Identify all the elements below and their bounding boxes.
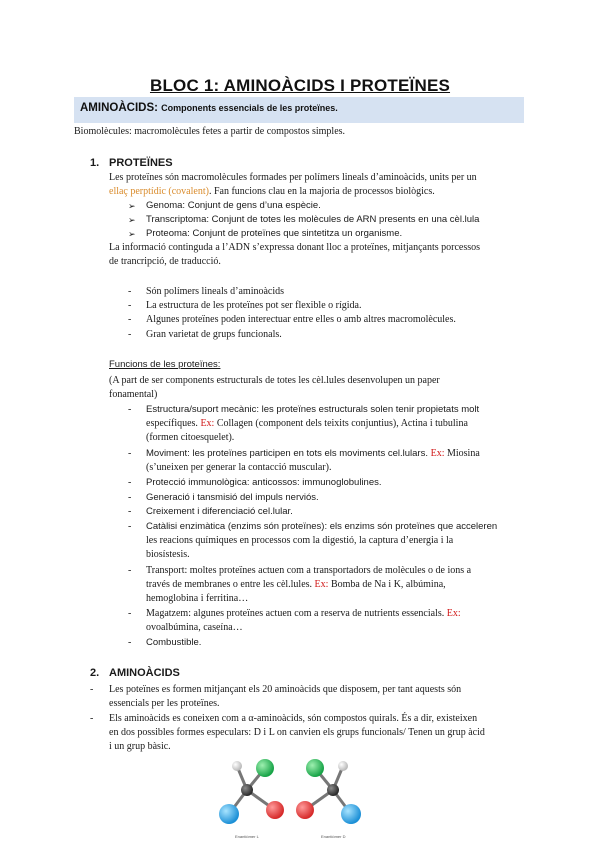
dash-bullet: - — [128, 286, 132, 297]
dash-item: Són polímers lineals d’aminoàcids — [146, 286, 285, 297]
dash-bullet: - — [128, 637, 132, 648]
function-fuel: Combustible. — [146, 637, 202, 648]
section1-number: 1. — [90, 157, 100, 169]
enantiomer-l-molecule — [219, 759, 284, 824]
section1-p2-a: La informació continguda a l’ADN s’expressa donant lloc a proteïnes, mitjançants porcessos — [109, 242, 481, 253]
section1-p1-a: Les proteïnes són macromolècules formades per polímers lineals d’aminoàcids, units per un — [109, 172, 477, 183]
peptide-bond-text: ellaç perptídic (covalent) — [109, 186, 209, 197]
function-storage-l1-a: Magatzem: algunes proteïnes actuen com a reserva de nutrients essencials. — [146, 608, 447, 619]
section1-p1-b-rest: . Fan funcions clau en la majoria de processos biològics. — [208, 186, 435, 197]
dash-bullet: - — [128, 448, 132, 459]
arrow-item: Transcriptoma: Conjunt de totes les molècules de ARN presents en una cèl.lula — [146, 214, 480, 225]
intro-line: Biomolècules: macromolècules fetes a partir de compostos simples. — [74, 126, 346, 137]
functions-heading: Funcions de les proteïnes: — [109, 359, 221, 370]
dash-item: La estructura de les proteïnes pot ser flexible o rígida. — [146, 300, 362, 311]
dash-bullet: - — [90, 713, 94, 724]
example-label: Ex: — [200, 418, 215, 429]
section2-number: 2. — [90, 667, 100, 679]
function-movement-l1 — [146, 448, 480, 460]
arrow-bullet-icon: ➢ — [128, 201, 136, 211]
section1-p2-b: de trancripció, de traducció. — [109, 256, 221, 267]
function-movement-l2: (s’uneixen per generar la contacció muscular). — [146, 462, 332, 473]
section-banner — [74, 97, 524, 123]
section2-p1-b: essencials per les proteïnes. — [109, 698, 220, 709]
dash-item: Gran varietat de grups funcionals. — [146, 329, 282, 340]
banner-main: AMINOÀCIDS: — [80, 102, 158, 114]
function-nerve: Generació i tansmisió del impuls nerviós. — [146, 492, 319, 503]
section2-p1-a: Les poteïnes es formen mitjançant els 20 aminoàcids que disposem, per tant aquests són — [109, 684, 462, 695]
dash-bullet: - — [128, 506, 132, 517]
example-label: Ex: — [430, 448, 445, 459]
arrow-item: Genoma: Conjunt de gens d’una espècie. — [146, 200, 321, 211]
function-catalysis-l3: biosístesis. — [146, 549, 190, 560]
page-title: BLOC 1: AMINOÀCIDS I PROTEÏNES — [149, 76, 451, 95]
section2-heading: AMINOÀCIDS — [109, 667, 180, 679]
function-structure-l2-a: específiques. — [146, 418, 201, 429]
dash-bullet: - — [128, 404, 132, 415]
function-catalysis-l1: Catàlisi enzimàtica (enzims són proteïnes): els enzims són proteïnes que acceleren — [146, 521, 498, 532]
function-storage-l1 — [146, 608, 461, 620]
dash-bullet: - — [128, 608, 132, 619]
dash-item: Algunes proteïnes poden interectuar entre elles o amb altres macromolècules. — [146, 314, 456, 325]
arrow-bullet-icon: ➢ — [128, 229, 136, 239]
example-label: Ex: — [446, 608, 461, 619]
function-catalysis-l2: les reacions químiques en processos com la digestió, la captura d’energia i la — [146, 535, 454, 546]
section2-p2-b: en dos possibles formes especulars: D i L on canvien els grups funcionals/ Tenen un grup àcid — [109, 727, 485, 738]
section1-p1-b — [109, 186, 435, 198]
function-transport-l2-a: través de membranes o entre les cèl.lules. — [146, 579, 315, 590]
function-storage-l2: ovoalbúmina, caseína… — [146, 622, 243, 633]
dash-bullet: - — [128, 314, 132, 325]
arrow-item: Proteoma: Conjunt de proteïnes que sintetitza un organisme. — [146, 228, 403, 239]
dash-bullet: - — [128, 300, 132, 311]
example-label: Ex: — [314, 579, 329, 590]
function-transport-l1: Transport: moltes proteïnes actuen com a transportadors de molècules o de ions a — [146, 565, 472, 576]
function-immune: Protecció immunològica: anticossos: immunoglobulines. — [146, 477, 382, 488]
function-growth: Creixement i diferenciació cel.lular. — [146, 506, 293, 517]
enantiomer-l-label: Enantiòmer L — [235, 834, 259, 839]
enantiomer-d-molecule — [296, 759, 361, 824]
function-structure-l3: (formen citoesquelet). — [146, 432, 235, 443]
functions-intro-a: (A part de ser components estructurals de totes les cèl.lules desenvolupen un paper — [109, 375, 440, 386]
dash-bullet: - — [128, 492, 132, 503]
banner-sub: Components essencials de les proteïnes. — [161, 103, 338, 113]
function-structure-l1: Estructura/suport mecànic: les proteïnes estructurals solen tenir propietats molt — [146, 404, 480, 415]
function-transport-l2-b: Bomba de Na i K, albúmina, — [328, 579, 446, 590]
arrow-bullet-icon: ➢ — [128, 215, 136, 225]
function-movement-l1-b: Miosina — [444, 448, 480, 459]
dash-bullet: - — [128, 565, 132, 576]
dash-bullet: - — [128, 329, 132, 340]
section2-p2-c: i un grup bàsic. — [109, 741, 171, 752]
function-structure-l2 — [146, 418, 468, 430]
amino-acid-enantiomers-figure — [205, 752, 375, 842]
enantiomer-d-label: Enantiòmer D — [321, 834, 346, 839]
function-transport-l3: hemoglobina i ferritina… — [146, 593, 249, 604]
function-transport-l2 — [146, 579, 446, 591]
section2-p2-a: Els aminoàcids es coneixen com a α-aminoàcids, són compostos quirals. És a dir, existeixen — [109, 713, 478, 724]
functions-intro-b: fonamental) — [109, 389, 158, 400]
dash-bullet: - — [128, 521, 132, 532]
function-structure-l2-b: Collagen (component dels teixits conjuntius), Actina i tubulina — [214, 418, 468, 429]
dash-bullet: - — [90, 684, 94, 695]
section1-heading: PROTEÏNES — [109, 157, 173, 169]
dash-bullet: - — [128, 477, 132, 488]
function-movement-l1-a: Moviment: les proteïnes participen en tots els moviments cel.lulars. — [146, 448, 431, 459]
